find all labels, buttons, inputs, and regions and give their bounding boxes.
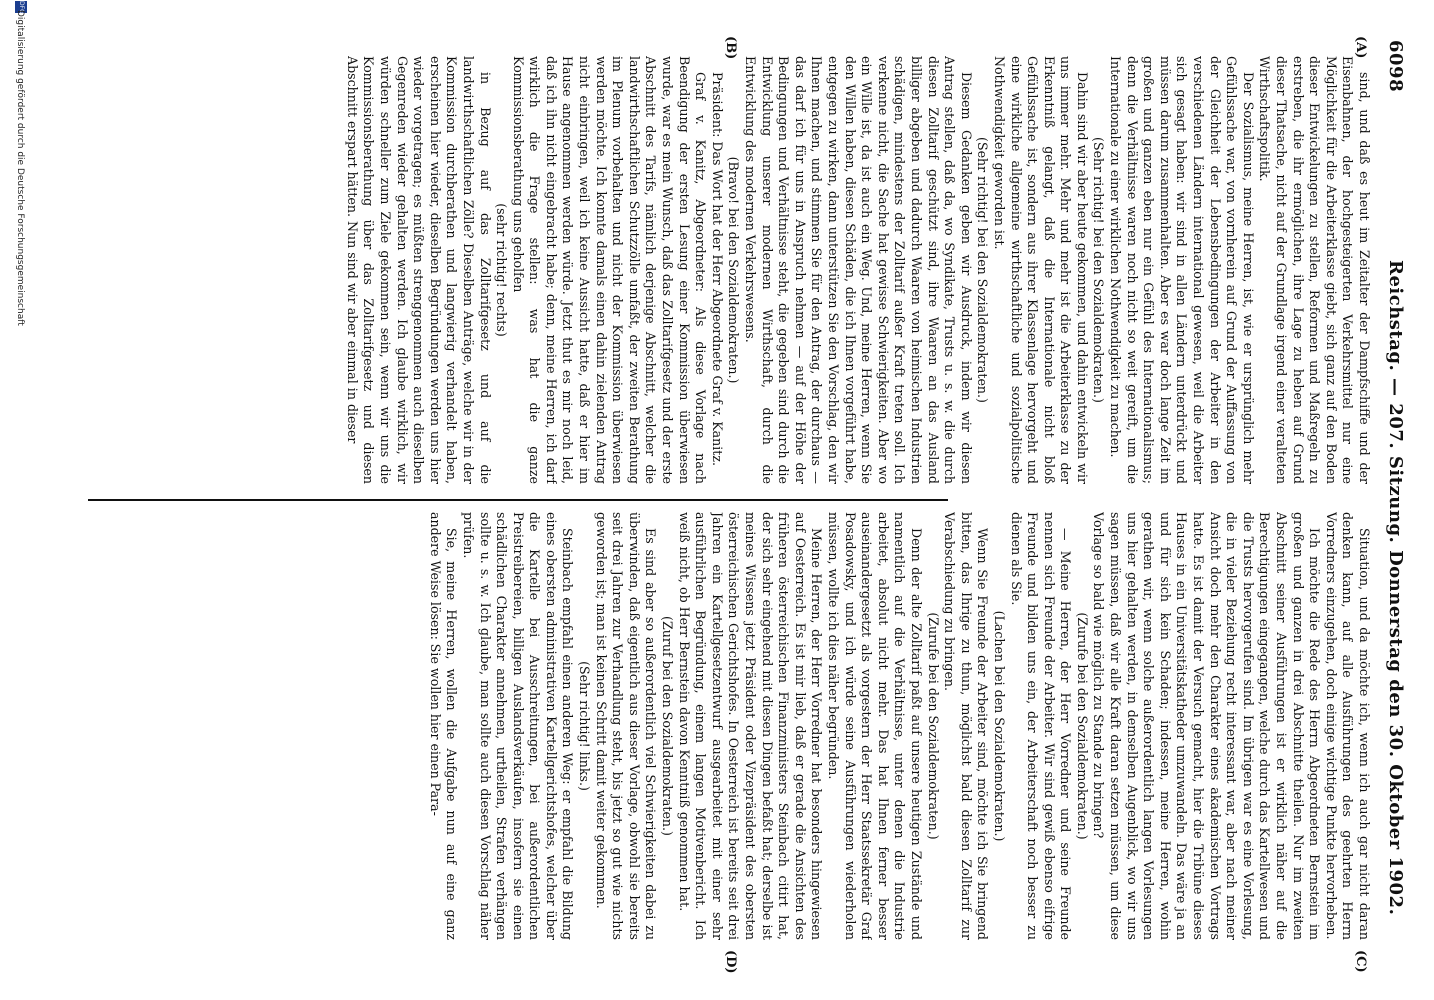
- paragraph: (Lachen bei den Sozialdemokraten.): [991, 610, 1007, 842]
- left-column: [82, 56, 1372, 484]
- paragraph: Sie, meine Herren, wollen die Aufgabe nun auf eine ganz andere Weise lösen: Sie wollen hier einen Para-: [427, 512, 460, 940]
- paragraph: (Sehr richtig! links.): [577, 661, 593, 791]
- paragraph: — Meine Herren, der Herr Vorredner und seine Freunde nennen sich Freunde der Arbeiter. Wir sind gewiß ebenso eifrige Freunde und bilden uns ein, der Arbeiterschaft noch besser zu dienen als Sie.: [1008, 512, 1074, 940]
- paragraph: Steinbach empfahl einen anderen Weg: er empfahl die Bildung eines obersten administrativen Kartellgerichtshofes, welcher über die Kartelle bei Ausschreitungen, bei außerordentlichen Preistreibereien, billigen Auslandsverkäufen, insofern sie einen schädlichen Charakter annehmen, urtheilen, Strafen verhängen sollte u. s. w. Ich glaube, man sollte auch diesen Vorschlag näher prüfen.: [460, 512, 576, 940]
- dfg-logo: DFG: [15, 1, 27, 13]
- margin-mark-c: (C): [1353, 950, 1368, 973]
- column-divider: [88, 499, 948, 501]
- margin-mark-b: (B): [723, 36, 738, 60]
- paragraph: Der Sozialismus, meine Herren, ist, wie er ursprünglich mehr Gefühlssache war, von vornherein auf Grund der Auffassung von der Gleichheit der Lebensbedingungen der Arbeiter in den verschiedenen Ländern international gewesen, weil die Arbeiter sich gesagt haben: wir sind in allen Ländern unterdrückt und müssen darum zusammenhalten. Aber es war doch lange Zeit im großen und ganzen eben nur ein Gefühl des Internationalismus; denn die Verhältnisse waren noch nicht so weit gereift, um die Internationale zu einer wirklichen Nothwendigkeit zu machen.: [1108, 56, 1256, 484]
- paragraph: Graf v. Kanitz, Abgeordneter: Als diese Vorlage nach Beendigung der ersten Lesung einer Kommission überwiesen wurde, war es mein Wunsch, daß das Zolltarifgesetz und der erste Abschnitt des Tarifs, nämlich derjenige Abschnitt, welcher die landwirthschaftlichen Schutzzölle umfaßt, der zweiten Berathung im Plenum vorbehalten und nicht der Kommission überwiesen werden möchte. Ich konnte damals einen dahin zielenden Antrag nicht einbringen, weil ich keine Aussicht hatte, daß er hier im Hause angenommen werden würde. Jetzt thut es mir noch leid, daß ich ihn nicht eingebracht habe; denn, meine Herren, ich darf wirklich die Frage stellen: was hat die ganze Kommissionsberathung uns geholfen: [510, 56, 709, 484]
- paragraph: Meine Herren, der Herr Vorredner hat besonders hingewiesen auf Oesterreich. Es ist mir lieb, daß er gerade die Ansichten des früheren österreichischen Finanzministers Steinbach citirt hat, der sich sehr eingehend mit diesen Dingen befaßt hat; derselbe ist meines Wissens jetzt Präsident oder Vizepräsident des obersten österreichischen Gerichtshofes. In Oesterreich ist bereits seit drei Jahren ein Kartellgesetzentwurf ausgearbeitet mit einer sehr ausführlichen Begründung, einem langen Motivenbericht. Ich weiß nicht, ob Herr Bernstein davon Kenntniß genommen hat.: [676, 512, 825, 940]
- paragraph: Präsident: Das Wort hat der Herr Abgeordnete Graf v. Kanitz.: [709, 72, 725, 467]
- paragraph: Ich möchte die Rede des Herrn Abgeordneten Bernstein im großen und ganzen in drei Abschnitte theilen. Nur im zweiten Abschnitt seiner Ausführungen ist er wirklich näher auf die Berechtigungen eingegangen, welche durch das Kartellwesen und die Trusts hervorgerufen sind. Im übrigen war es eine Vorlesung, die in vieler Beziehung recht interessant war, aber nach meiner Ansicht doch mehr den Charakter eines akademischen Vortrags hatte. Es ist damit der Versuch gemacht, hier die Tribüne dieses Hauses in ein Universitätskatheder umzuwandeln. Das wäre ja an und für sich kein Schaden; indessen, meine Herren, wohin gerathen wir, wenn solche außerordentlich langen Vorlesungen uns hier gehalten werden, in demselben Augenblick, wo wir uns sagen müssen, daß wir alle Kraft daran setzen müssen, um diese Vorlage so bald wie möglich zu Stande zu bringen?: [1091, 512, 1323, 940]
- page-header: [1380, 40, 1406, 960]
- paragraph: (Sehr richtig! bei den Sozialdemokraten.): [975, 137, 991, 403]
- paragraph: Denn der alte Zolltarif paßt auf unsere heutigen Zustände und namentlich auf die Verhältnisse, unter denen die Industrie arbeitet, absolut nicht mehr. Das hat Ihnen ferner besser auseinandergesetzt als vorgestern der Herr Staatssekretär Graf Posadowsky, und ich würde seine Ausführungen wiederholen müssen, wollte ich dies näher begründen.: [826, 512, 924, 940]
- page-footer: [9, 0, 29, 1000]
- paragraph: Diesem Gedanken geben wir Ausdruck, indem wir diesen Antrag stellen, daß da, wo Syndikate, Trusts u. s. w. die durch diesen Zolltarif geschützt sind, ihre Waaren an das Ausland billiger abgeben und dadurch Waaren von heimischen Industrien schädigen, mindestens der Zolltarif außer Kraft treten soll. Ich verkenne nicht, die Sache hat gewisse Schwierigkeiten. Aber wo ein Wille ist, da ist auch ein Weg. Und, meine Herren, wenn Sie den Willen haben, diesen Schäden, die ich Ihnen vorgeführt habe, entgegen zu wirken, dann unterstützen Sie den Vorschlag, den wir Ihnen machen, und stimmen Sie für den Antrag, der durchaus — das darf ich für uns in Anspruch nehmen — auf der Höhe der Bedingungen und Verhältnisse steht, die gegeben sind durch die Entwicklung unserer modernen Wirthschaft, durch die Entwicklung des modernen Verkehrswesens.: [743, 56, 974, 484]
- paragraph: (sehr richtig! rechts): [494, 203, 510, 337]
- page-title: Reichstag. — 207. Sitzung. Donnerstag den 30. Oktober 1902.: [1385, 260, 1406, 916]
- right-column: [82, 512, 1372, 940]
- paragraph: Wenn Sie Freunde der Arbeiter sind, möchte ich Sie bringend bitten, das Ihrige zu thun, möglichst bald diesen Zolltarif zur Verabschiedung zu bringen.: [942, 512, 991, 940]
- digitization-credit: Digitalisierung gefördert durch die Deutsche Forschungsgemeinschaft: [15, 10, 25, 326]
- paragraph: (Bravo! bei den Sozialdemokraten.): [726, 156, 742, 384]
- paragraph: in Bezug auf das Zolltarifgesetz und auf die landwirthschaftlichen Zölle? Dieselben Anträge, welche wir in der Kommission durchberathen und langwierig verhandelt haben, erscheinen hier wieder, dieselben Begründungen werden uns hier wieder vorgetragen; es müßten strenggenommen auch dieselben Gegenreden wieder gehalten werden. Ich glaube wirklich, wir würden schneller zum Ziele gekommen sein, wenn wir uns die Kommissionsberathung über das Zolltarifgesetz und diesen Abschnitt erspart hätten. Nun sind wir aber einmal in dieser: [344, 56, 493, 484]
- paragraph: (Zurufe bei den Sozialdemokraten.): [1074, 612, 1090, 840]
- margin-mark-a: (A): [1353, 36, 1368, 59]
- paragraph: sind, und daß es heut im Zeitalter der Dampfschiffe und der Eisenbahnen, der hochgesteigerten Verkehrsmittel nur eine Möglichkeit für die Arbeiterklasse giebt, sich ganz auf den Boden dieser Entwickelungen zu stellen, Reformen und Maßregeln zu erstreben, die ihr ermöglichen, ihre Lage zu heben auf Grund dieser Thatsache, nicht auf der Grundlage irgend einer veralteten Wirthschaftspolitik.: [1257, 56, 1372, 484]
- paragraph: Situation, und da möchte ich, wenn ich auch gar nicht daran denken kann, auf alle Ausführungen des geehrten Herrn Vorredners einzugehen, doch einige wichtige Punkte hervorheben.: [1323, 512, 1372, 940]
- paragraph: (Zurufe bei den Sozialdemokraten.): [925, 612, 941, 840]
- paragraph: (Zuruf bei den Sozialdemokraten.): [660, 616, 676, 836]
- margin-mark-d: (D): [723, 950, 738, 974]
- page-number: 6098: [1385, 40, 1406, 93]
- paragraph: (Sehr richtig! bei den Sozialdemokraten.): [1091, 137, 1107, 403]
- paragraph: Es sind aber so außerordentlich viel Schwierigkeiten dabei zu überwinden, daß eigentlich aus dieser Vorlage, obwohl sie bereits seit drei Jahren zur Verhandlung steht, bis jetzt so gut wie nichts geworden ist; man ist keinen Schritt damit weiter gekommen.: [593, 512, 659, 940]
- paragraph: Dahin sind wir aber heute gekommen, und dahin entwickeln wir uns immer mehr. Mehr und mehr ist die Arbeiterklasse zu der Erkenntniß gelangt, daß die Internationale nicht bloß Gefühlssache ist, sondern aus ihrer Klassenlage hervorgeht und eine wirkliche allgemeine wirthschaftliche und sozialpolitische Nothwendigkeit geworden ist.: [991, 56, 1090, 484]
